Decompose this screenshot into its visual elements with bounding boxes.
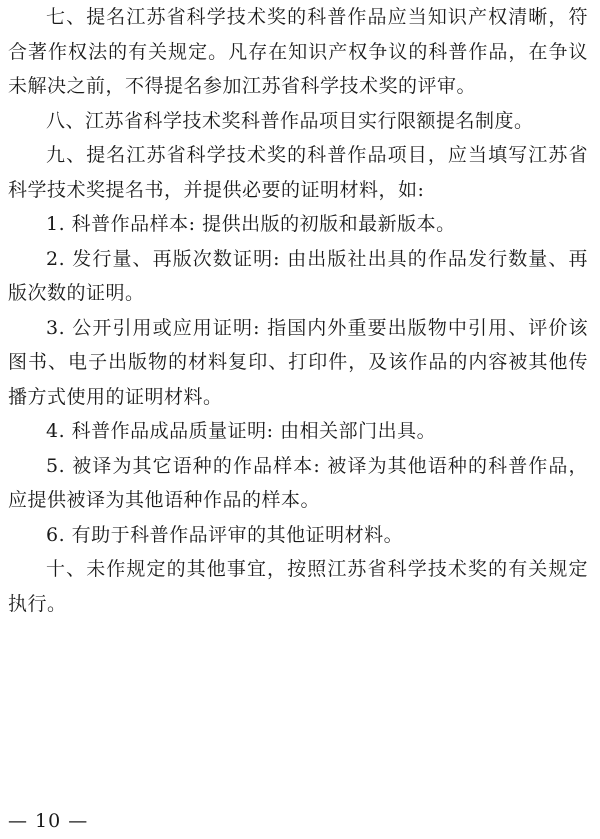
paragraph-article-9: 九、提名江苏省科学技术奖的科普作品项目，应当填写江苏省科学技术奖提名书，并提供必要的证明材料，如: bbox=[8, 144, 588, 201]
paragraph-article-7: 七、提名江苏省科学技术奖的科普作品应当知识产权清晰，符合著作权法的有关规定。凡存在知识产权争议的科普作品，在争议未解决之前，不得提名参加江苏省科学技术奖的评审。 bbox=[8, 6, 588, 97]
list-item-2: 2. 发行量、再版次数证明: 由出版社出具的作品发行数量、再版次数的证明。 bbox=[8, 247, 588, 304]
list-item-5: 5. 被译为其它语种的作品样本: 被译为其他语种的科普作品，应提供被译为其他语种作品的样本。 bbox=[8, 454, 588, 511]
paragraph-article-10: 十、未作规定的其他事宜，按照江苏省科学技术奖的有关规定执行。 bbox=[8, 558, 588, 615]
document-body bbox=[8, 0, 588, 621]
list-item-1: 1. 科普作品样本: 提供出版的初版和最新版本。 bbox=[46, 213, 456, 235]
list-item-3: 3. 公开引用或应用证明: 指国内外重要出版物中引用、评价该图书、电子出版物的材料复印、打印件，及该作品的内容被其他传播方式使用的证明材料。 bbox=[8, 316, 588, 408]
paragraph-article-8: 八、江苏省科学技术奖科普作品项目实行限额提名制度。 bbox=[46, 109, 534, 132]
list-item-6: 6. 有助于科普作品评审的其他证明材料。 bbox=[46, 523, 404, 546]
page-number: — 10 — bbox=[8, 810, 89, 832]
list-item-4: 4. 科普作品成品质量证明: 由相关部门出具。 bbox=[46, 420, 437, 442]
